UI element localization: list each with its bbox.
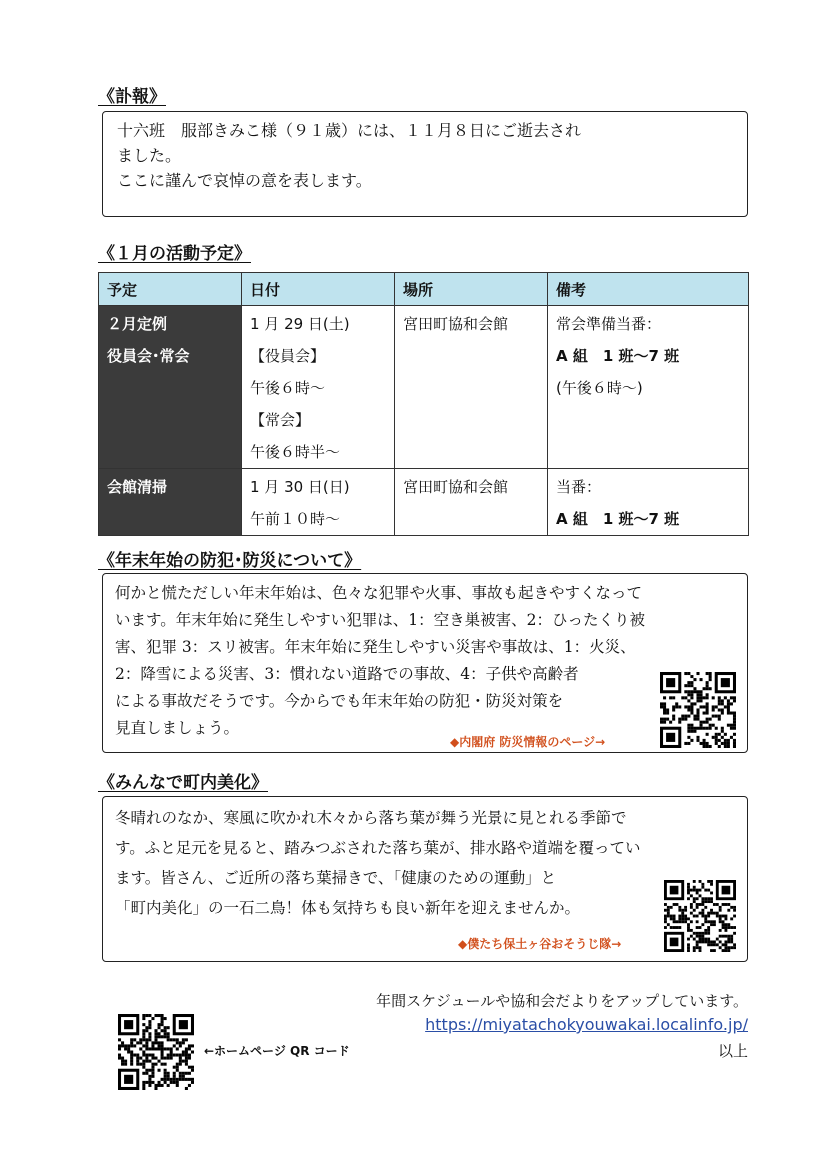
cleanup-line: す。ふと足元を見ると、踏みつぶされた落ち葉が、排水路や道端を覆ってい [115,839,641,857]
plan-line: ２月定例 [107,315,168,333]
safety-heading: 《年末年始の防犯･防災について》 [98,551,362,571]
obituary-box [102,111,748,217]
obituary-line: ました。 [117,146,182,165]
safety-box [102,573,748,753]
cleanup-line: 「町内美化」の一石二鳥！体も気持ちも良い新年を迎えませんか。 [115,899,581,917]
obituary-line: ここに謹んで哀悼の意を表します。 [117,171,372,190]
date-cell [242,306,395,469]
notes-cell [548,306,749,469]
cleanup-box [102,796,748,962]
schedule-heading: 《１月の活動予定》 [98,244,251,264]
date-cell [242,469,395,536]
plan-line: 会館清掃 [107,478,168,496]
place-cell [395,306,548,469]
notes-line: 常会準備当番： [556,315,662,333]
obituary-heading: 《訃報》 [98,87,166,107]
safety-line: 見直しましょう。 [115,719,240,737]
safety-line: 2：降雪による災害、3：慣れない道路での事故、4：子供や高齢者 [115,665,579,683]
place-line: 宮田町協和会館 [403,315,509,333]
date-line: 【役員会】 [250,347,326,365]
table-row [99,306,749,469]
cleanup-line: 冬晴れのなか、寒風に吹かれ木々から落ち葉が舞う光景に見とれる季節で [115,809,627,827]
notes-cell [548,469,749,536]
plan-line: 役員会･常会 [107,347,190,365]
header-notes: 備考 [548,273,749,306]
hodogaya-cleanup-link[interactable]: ◆僕たち保土ヶ谷おそうじ隊→ [458,937,622,951]
date-line: 1 月 30 日(日) [250,478,350,496]
safety-line: による事故だそうです。今からでも年末年始の防犯・防災対策を [115,692,564,710]
safety-line: 害、犯罪 3：スリ被害。年末年始に発生しやすい災害や事故は、1：火災、 [115,638,636,656]
place-cell [395,469,548,536]
notes-line: A 組 1 班～7 班 [556,510,680,528]
place-line: 宮田町協和会館 [403,478,509,496]
schedule-header-row [99,273,749,306]
notes-line: 当番： [556,478,602,496]
qr-code-icon[interactable] [660,672,736,748]
cleanup-heading: 《みんなで町内美化》 [98,773,268,793]
safety-line: 何かと慌ただしい年末年始は、色々な犯罪や火事、事故も起きやすくなって [115,584,643,602]
date-line: 午後６時半～ [250,443,341,461]
header-place: 場所 [395,273,548,306]
date-line: 午前１０時～ [250,510,341,528]
date-line: 1 月 29 日(土) [250,315,350,333]
date-line: 【常会】 [250,411,311,429]
closing-text: 以上 [717,1042,748,1060]
date-line: 午後６時～ [250,379,326,397]
safety-line: います。年末年始に発生しやすい犯罪は、1：空き巣被害、2：ひったくり被 [115,611,645,629]
header-plan: 予定 [99,273,242,306]
homepage-url-link[interactable]: https://miyatachokyouwakai.localinfo.jp/ [425,1015,748,1034]
schedule-table [98,272,749,536]
table-row [99,469,749,536]
notes-line: A 組 1 班～7 班 [556,347,680,365]
notes-line: (午後６時～) [556,379,643,397]
homepage-qr-code-icon[interactable] [118,1014,194,1090]
cleanup-line: ます。皆さん、ご近所の落ち葉掃きで、「健康のための運動」と [115,869,557,887]
plan-cell [99,306,242,469]
cabinet-office-disaster-link[interactable]: ◆内閣府 防災情報のページ→ [450,735,606,749]
plan-cell [99,469,242,536]
qr-caption: ←ホームページ QR コード [204,1044,350,1058]
upload-note: 年間スケジュールや協和会だよりをアップしています。 [376,992,748,1010]
header-date: 日付 [242,273,395,306]
qr-code-icon[interactable] [664,880,736,952]
obituary-line: 十六班 服部きみこ様（９１歳）には、１１月８日にご逝去され [117,121,582,140]
